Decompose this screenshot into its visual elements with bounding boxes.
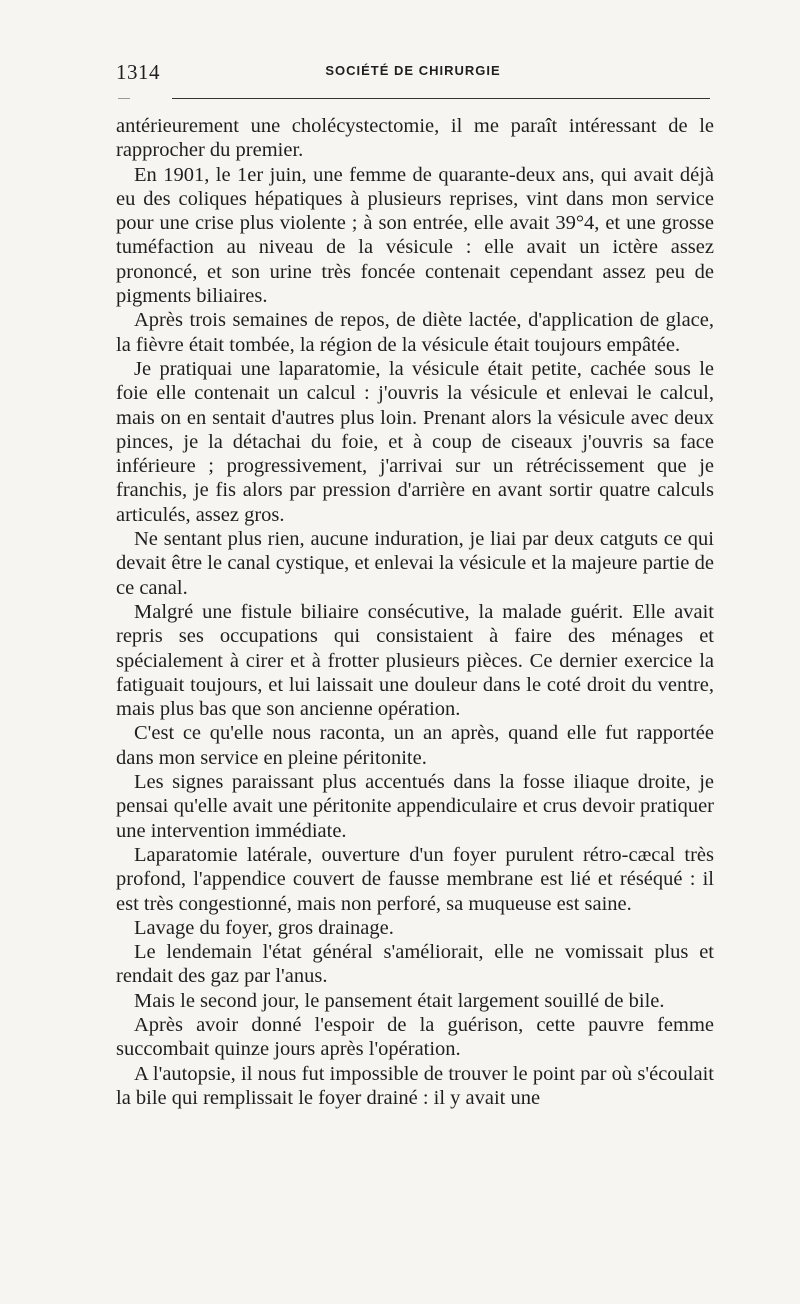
paragraph: Malgré une fistule biliaire consécutive, la malade guérit. Elle avait repris ses occupations qui consistaient à faire des ménages et spécialement à cirer et à frotter plusieurs pièces. Ce dernier exercice la fatiguait toujours, et lui laissait une douleur dans le coté droit du ventre, mais plus bas que son ancienne opération. [116,600,714,721]
page-header [116,60,710,84]
paragraph: A l'autopsie, il nous fut impossible de trouver le point par où s'écoulait la bile qui remplissait le foyer drainé : il y avait une [116,1062,714,1109]
paragraph: Laparatomie latérale, ouverture d'un foyer purulent rétro-cæcal très profond, l'appendice couvert de fausse membrane est lié et réséqué : il est très congestionné, mais non perforé, sa muqueuse est saine. [116,843,714,915]
paragraph: Le lendemain l'état général s'améliorait, elle ne vomissait plus et rendait des gaz par l'anus. [116,941,714,988]
paragraph: C'est ce qu'elle nous raconta, un an après, quand elle fut rapportée dans mon service en pleine péritonite. [116,722,714,769]
paragraph-text: En 1901, le 1er juin, une femme de quarante-deux ans, qui avait déjà eu des coliques hépatiques à plusieurs reprises, vint dans mon service pour une crise plus violente ; à son entrée, elle avait 39°4, et une grosse tuméfaction au niveau de la vésicule : elle avait un ictère assez prononcé, et son urine très foncée contenait cependant assez peu de pigments biliaires. [116,163,714,308]
paragraph: Les signes paraissant plus accentués dans la fosse iliaque droite, je pensai qu'elle avait une péritonite appendiculaire et crus devoir pratiquer une intervention immédiate. [116,771,714,842]
paragraph: Ne sentant plus rien, aucune induration, je liai par deux catguts ce qui devait être le canal cystique, et enlevai la vésicule et la majeure partie de ce canal. [116,528,714,599]
body-text [116,114,714,1110]
header-rule-dash [118,98,130,99]
paragraph: Lavage du foyer, gros drainage. [134,916,394,939]
page-number: 1314 [116,60,160,84]
header-rule [172,98,710,99]
paragraph: Après trois semaines de repos, de diète lactée, d'application de glace, la fièvre était tombée, la région de la vésicule était toujours empâtée. [116,309,714,356]
paragraph: Mais le second jour, le pansement était largement souillé de bile. [134,989,665,1012]
paragraph [116,163,714,309]
running-head: SOCIÉTÉ DE CHIRURGIE [325,63,501,78]
paragraph: antérieurement une cholécystectomie, il me paraît intéressant de le rapprocher du premier. [116,115,714,162]
paragraph: Après avoir donné l'espoir de la guérison, cette pauvre femme succombait quinze jours après l'opération. [116,1013,714,1061]
paragraph: Je pratiquai une laparatomie, la vésicule était petite, cachée sous le foie elle contenait un calcul : j'ouvris la vésicule et enlevai le calcul, mais on en sentait d'autres plus loin. Prenant alors la vésicule avec deux pinces, je la détachai du foie, et à coup de ciseaux j'ouvris sa face inférieure ; progressivement, j'arrivai sur un rétrécissement que je franchis, je fis alors par pression d'arrière en avant sortir quatre calculs articulés, assez gros. [116,357,714,526]
